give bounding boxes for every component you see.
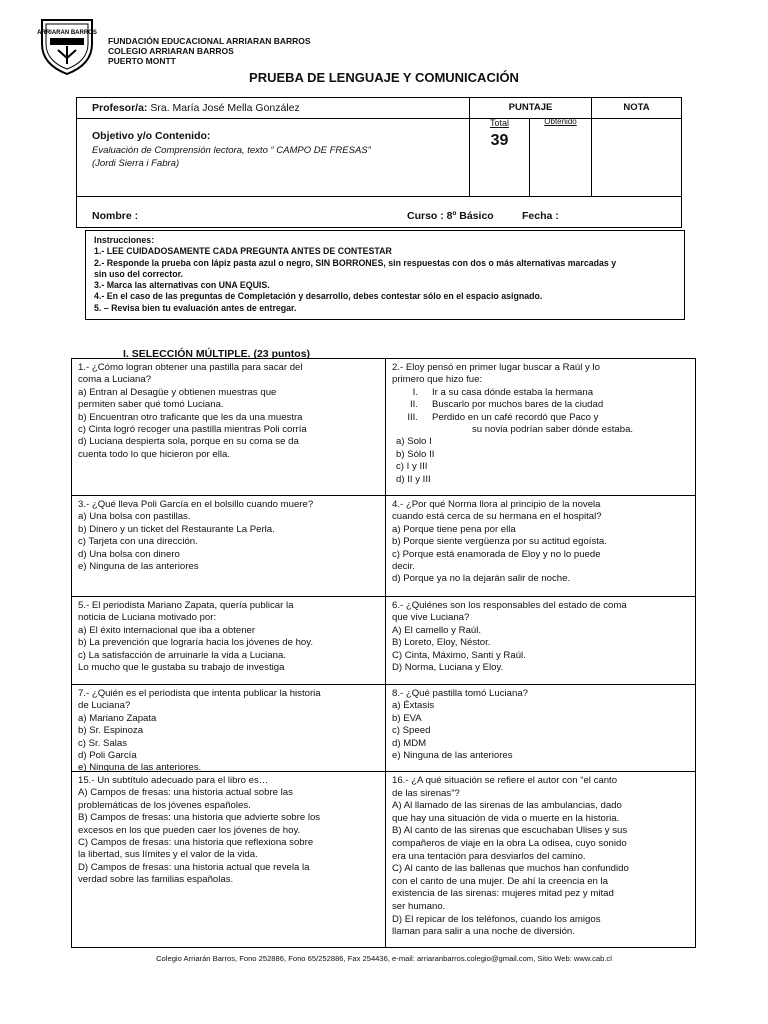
obtenido-label: Obtenido <box>544 117 577 126</box>
question-line: b) Sr. Espinoza <box>78 725 144 737</box>
question-line: b) Porque siente vergüenza por su actitud egoísta. <box>392 536 607 548</box>
nombre-label: Nombre : <box>92 210 139 222</box>
question-text: 2.- Eloy pensó en primer lugar buscar a Raúl y lo <box>392 362 600 373</box>
curso-label: Curso : 8º Básico <box>407 210 494 222</box>
instructions-box <box>85 230 685 320</box>
question-line: b) Dinero y un ticket del Restaurante La Perla. <box>78 523 275 535</box>
question-line: era una tentación para desviarlos del camino. <box>392 850 586 862</box>
roman-option: III. Perdido en un café recordó que Paco y <box>407 411 599 423</box>
question-line: d) Poli García <box>78 750 137 762</box>
answer-option[interactable]: b) Sólo II <box>396 448 435 460</box>
question-line: A) El camello y Raúl. <box>392 624 482 636</box>
question-text: 3.- ¿Qué lleva Poli García en el bolsillo cuando muere? <box>78 499 314 510</box>
question-line: Lo mucho que le gustaba su trabajo de investiga <box>78 662 285 674</box>
question-line: decir. <box>392 561 415 573</box>
answer-option[interactable]: c) I y III <box>396 461 428 473</box>
question-text: 16.- ¿A qué situación se refiere el autor con “el canto <box>392 775 618 786</box>
exam-info-box <box>76 97 682 228</box>
question-line: e) Ninguna de las anteriores <box>78 561 199 573</box>
question-line: b) La prevención que lograría hacia los jóvenes de hoy. <box>78 637 314 649</box>
question-text: 5.- El periodista Mariano Zapata, quería publicar la <box>78 600 294 611</box>
question-line: que hay una situación de vida o muerte en la historia. <box>392 812 620 824</box>
question-7 <box>72 685 385 778</box>
question-line: verdad sobre las familias españolas. <box>78 874 234 886</box>
question-line: de Luciana? <box>78 700 131 712</box>
instructions-title: Instrucciones: <box>94 235 155 245</box>
question-line: a) Mariano Zapata <box>78 712 157 724</box>
teacher-label: Profesor/a: <box>92 102 148 114</box>
roman-option-cont: su novia podrían saber dónde estaba. <box>472 424 634 436</box>
instruction-item: sin uso del corrector. <box>94 268 183 279</box>
question-text: 6.- ¿Quiénes son los responsables del estado de coma <box>392 600 627 611</box>
teacher-name: Sra. María José Mella González <box>150 102 300 114</box>
question-line: B) Al canto de las sirenas que escuchaban Ulises y sus <box>392 825 628 837</box>
question-line: compañeros de viaje en la obra La odisea, cuyo sonido <box>392 837 627 849</box>
question-line: B) Campos de fresas: una historia que advierte sobre los <box>78 812 321 824</box>
nota-label: NOTA <box>623 102 650 113</box>
objective-author: (Jordi Sierra i Fabra) <box>92 158 180 169</box>
instruction-item: 3.- Marca las alternativas con UNA EQUIS. <box>94 280 270 291</box>
institution-header <box>108 36 311 66</box>
question-line: ser humano. <box>392 900 446 912</box>
question-text: 7.- ¿Quién es el periodista que intenta publicar la historia <box>78 688 321 699</box>
answer-option[interactable]: a) Solo I <box>396 436 432 448</box>
question-line: b) Encuentran otro traficante que les da una muestra <box>78 411 303 423</box>
question-text: 1.- ¿Cómo logran obtener una pastilla para sacar del <box>78 362 303 373</box>
question-line: d) MDM <box>392 737 427 749</box>
teacher-row <box>92 102 300 114</box>
institution-line: FUNDACIÓN EDUCACIONAL ARRIARAN BARROS <box>108 36 311 46</box>
instruction-item: 2.- Responde la prueba con lápiz pasta azul o negro, SIN BORRONES, sin respuestas con dos o más alternativas marcadas y <box>94 257 617 268</box>
question-2 <box>386 359 696 489</box>
question-grid <box>71 358 696 948</box>
question-line: permiten saber qué tomó Luciana. <box>78 399 224 411</box>
question-line: a) Una bolsa con pastillas. <box>78 511 191 523</box>
question-line: existencia de las sirenas: mujeres mitad pez y mitad <box>392 888 614 900</box>
question-line: D) Campos de fresas: una historia actual que revela la <box>78 861 310 873</box>
question-15 <box>72 772 385 890</box>
question-line: con el canto de una mujer. De ahí la creencia en la <box>392 875 608 887</box>
question-16 <box>386 772 696 942</box>
objective-label: Objetivo y/o Contenido: <box>92 130 211 142</box>
question-line: B) Loreto, Eloy, Néstor. <box>392 637 491 649</box>
institution-line: COLEGIO ARRIARAN BARROS <box>108 46 234 56</box>
question-line: A) Al llamado de las sirenas de las ambulancias, dado <box>392 800 622 812</box>
question-line: d) Porque ya no la dejarán salir de noche. <box>392 573 571 585</box>
total-label: Total <box>489 118 509 128</box>
exam-title: PRUEBA DE LENGUAJE Y COMUNICACIÓN <box>249 70 519 85</box>
question-line: d) Una bolsa con dinero <box>78 548 180 560</box>
question-line: a) El éxito internacional que iba a obtener <box>78 624 256 636</box>
institution-line: PUERTO MONTT <box>108 56 176 66</box>
instruction-item: 1.- LEE CUIDADOSAMENTE CADA PREGUNTA ANTES DE CONTESTAR <box>94 246 392 257</box>
question-line: noticia de Luciana motivado por: <box>78 612 217 624</box>
question-8 <box>386 685 696 765</box>
question-line: C) Al canto de las ballenas que muchos han confundido <box>392 863 629 875</box>
question-line: c) Sr. Salas <box>78 737 128 749</box>
question-line: coma a Luciana? <box>78 374 152 386</box>
question-line: la libertad, sus límites y el valor de la vida. <box>78 849 258 861</box>
question-text: 15.- Un subtítulo adecuado para el libro es… <box>78 775 269 786</box>
question-line: problemáticas de los jóvenes españoles. <box>78 799 251 811</box>
roman-option: I. Ir a su casa dónde estaba la hermana <box>412 386 594 398</box>
question-line: a) Entran al Desagüe y obtienen muestras que <box>78 386 277 398</box>
question-1 <box>72 359 385 464</box>
question-line: c) Speed <box>392 725 431 737</box>
objective-text: Evaluación de Comprensión lectora, texto “ CAMPO DE FRESAS” <box>92 145 371 156</box>
school-crest-logo <box>36 14 98 76</box>
question-line: c) Porque está enamorada de Eloy y no lo puede <box>392 548 601 560</box>
instruction-item: 4.- En el caso de las preguntas de Completación y desarrollo, debes contestar sólo en el espacio asignado. <box>94 291 543 302</box>
question-line: cuenta todo lo que hicieron por ella. <box>78 448 231 460</box>
question-text: 4.- ¿Por qué Norma llora al principio de la novela <box>392 499 601 510</box>
question-line: c) La satisfacción de arruinarle la vida a Luciana. <box>78 649 286 661</box>
question-line: D) Norma, Luciana y Eloy. <box>392 662 504 674</box>
question-line: que vive Luciana? <box>392 612 470 624</box>
question-line: c) Cinta logró recoger una pastilla mientras Poli corría <box>78 424 307 436</box>
question-line: b) EVA <box>392 712 422 724</box>
question-3 <box>72 496 385 576</box>
answer-option[interactable]: d) II y III <box>396 473 431 485</box>
fecha-label: Fecha : <box>522 210 559 222</box>
question-line: d) Luciana despierta sola, porque en su coma se da <box>78 436 299 448</box>
question-line: cuando está cerca de su hermana en el hospital? <box>392 511 602 523</box>
question-line: D) El repicar de los teléfonos, cuando los amigos <box>392 913 601 925</box>
question-line: llaman para salir a una noche de diversión. <box>392 926 575 938</box>
question-4 <box>386 496 696 589</box>
puntaje-label: PUNTAJE <box>508 102 553 113</box>
roman-option: II. Buscarlo por muchos bares de la ciudad <box>410 399 604 411</box>
question-line: A) Campos de fresas: una historia actual sobre las <box>78 787 293 799</box>
total-score: 39 <box>490 132 509 149</box>
section-title: I. SELECCIÓN MÚLTIPLE. (23 puntos) <box>123 348 311 360</box>
question-line: a) Éxtasis <box>392 700 435 712</box>
instruction-item: 5. – Revisa bien tu evaluación antes de entregar. <box>94 302 297 313</box>
question-line: de las sirenas”? <box>392 787 460 799</box>
question-6 <box>386 597 696 677</box>
question-text: primero que hizo fue: <box>392 374 483 386</box>
question-line: e) Ninguna de las anteriores <box>392 750 513 762</box>
question-text: 8.- ¿Qué pastilla tomó Luciana? <box>392 688 528 699</box>
question-line: C) Cinta, Máximo, Santi y Raúl. <box>392 649 526 661</box>
question-line: c) Tarjeta con una dirección. <box>78 536 198 548</box>
footer-contact: Colegio Arriarán Barros, Fono 252886, Fono 65/252886, Fax 254436, e-mail: arriaranbarros.colegio@gmail.com, Sitio Web: www.cab.cl <box>156 954 612 963</box>
question-line: C) Campos de fresas: una historia que reflexiona sobre <box>78 837 314 849</box>
question-line: excesos en los que pueden caer los jóvenes de hoy. <box>78 824 301 836</box>
question-5 <box>72 597 385 677</box>
svg-text:ARRIARAN BARROS: ARRIARAN BARROS <box>37 30 97 36</box>
question-line: e) Ninguna de las anteriores. <box>78 762 202 774</box>
question-line: a) Porque tiene pena por ella <box>392 523 516 535</box>
